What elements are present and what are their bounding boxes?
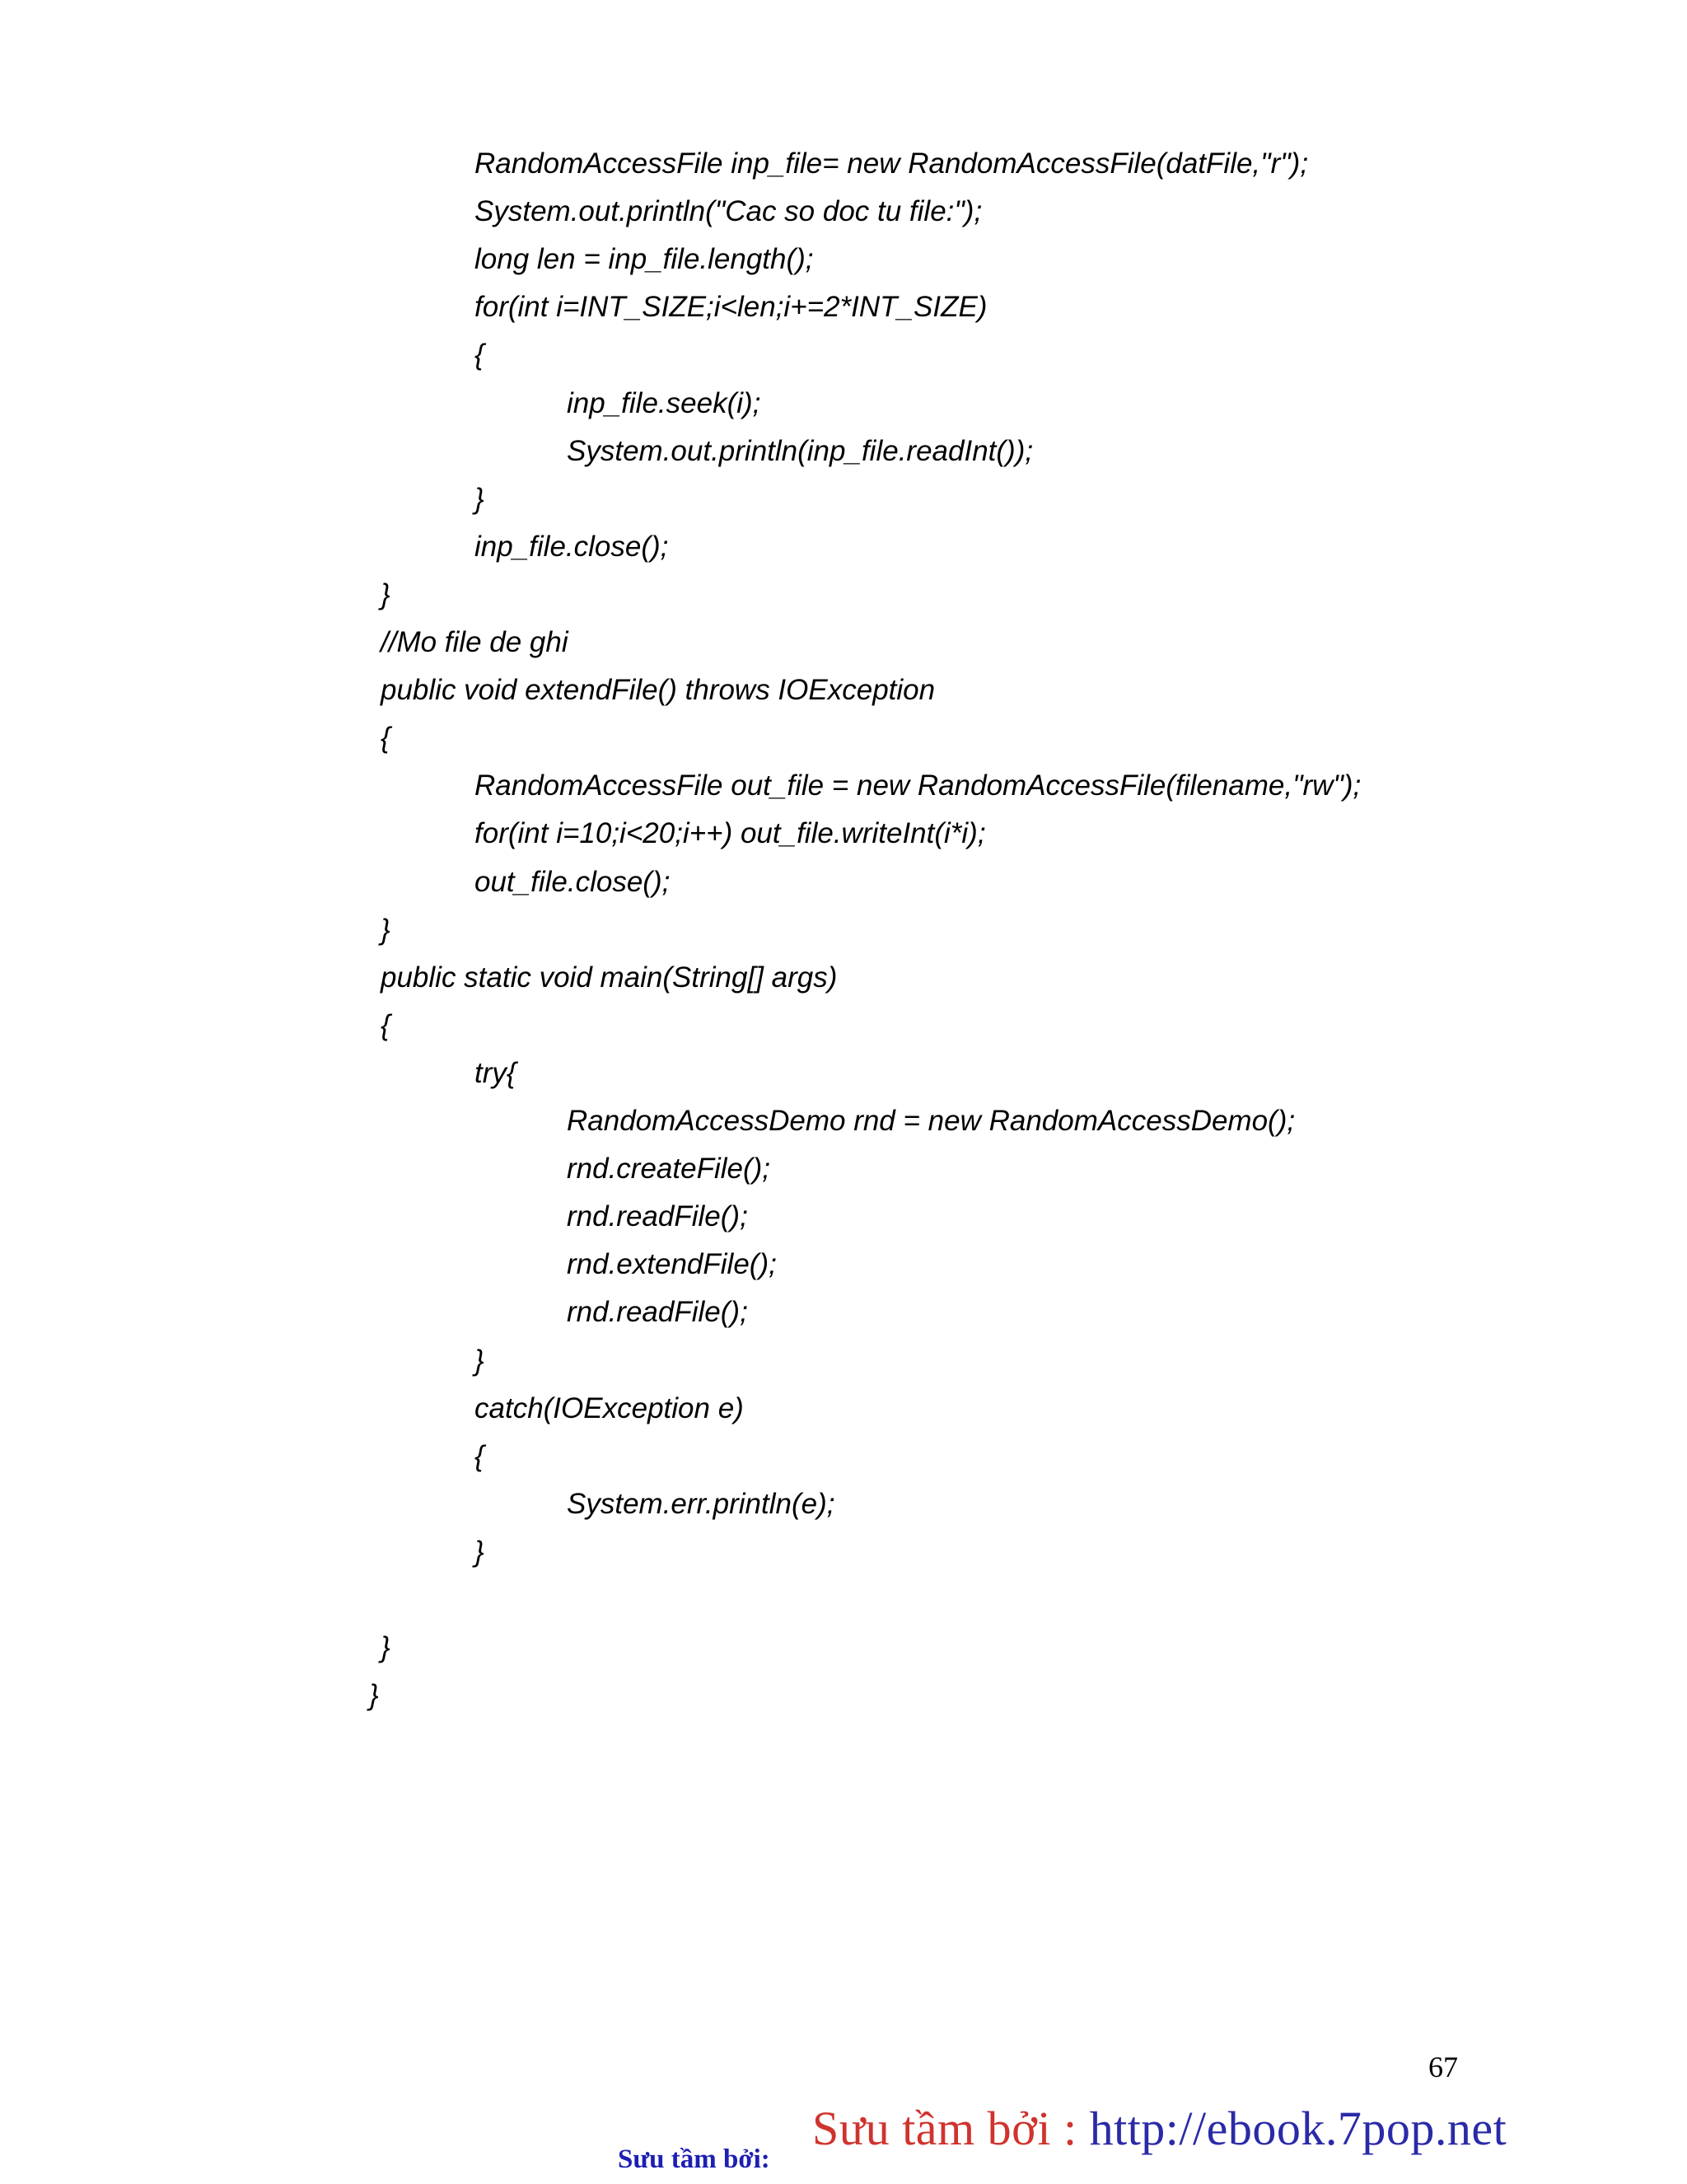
code-line: out_file.close(); xyxy=(474,866,671,898)
code-line: RandomAccessFile inp_file= new RandomAccessFile(datFile,"r"); xyxy=(474,147,1309,180)
code-line: System.out.println(inp_file.readInt()); xyxy=(567,435,1034,467)
code-line: for(int i=10;i<20;i++) out_file.writeInt(i*i); xyxy=(474,817,986,849)
code-line: inp_file.seek(i); xyxy=(567,387,761,419)
code-line: } xyxy=(474,483,484,515)
code-line: long len = inp_file.length(); xyxy=(474,243,814,275)
page-number: 67 xyxy=(1428,2051,1458,2083)
code-line: } xyxy=(369,1679,379,1711)
code-line: RandomAccessFile out_file = new RandomAccessFile(filename,"rw"); xyxy=(474,769,1362,802)
code-line: inp_file.close(); xyxy=(474,531,669,563)
code-line: } xyxy=(474,1536,484,1568)
credit-label: Sưu tầm bởi: xyxy=(618,2144,770,2174)
code-line: for(int i=INT_SIZE;i<len;i+=2*INT_SIZE) xyxy=(474,291,988,323)
code-line: rnd.readFile(); xyxy=(567,1200,748,1232)
code-line: } xyxy=(381,578,390,610)
code-line: rnd.readFile(); xyxy=(567,1296,748,1328)
code-line: //Mo file de ghi xyxy=(381,626,568,658)
code-line: public static void main(String[] args) xyxy=(381,961,838,994)
code-line: try{ xyxy=(474,1057,516,1089)
code-line: System.err.println(e); xyxy=(567,1488,835,1520)
code-line: } xyxy=(381,914,390,946)
code-line: } xyxy=(381,1631,390,1663)
code-line: System.out.println("Cac so doc tu file:"); xyxy=(474,195,983,227)
watermark-url: http://ebook.7pop.net xyxy=(1089,2102,1507,2155)
code-line: } xyxy=(474,1345,484,1377)
code-line: RandomAccessDemo rnd = new RandomAccessDemo(); xyxy=(567,1105,1296,1137)
code-line: { xyxy=(474,339,484,371)
watermark-prefix: Sưu tầm bởi : xyxy=(812,2102,1090,2155)
code-line: { xyxy=(381,1009,390,1041)
code-line: public void extendFile() throws IOException xyxy=(381,674,936,706)
code-line: { xyxy=(381,722,390,754)
code-line: catch(IOException e) xyxy=(474,1392,744,1424)
code-line: rnd.createFile(); xyxy=(567,1153,771,1185)
code-line: { xyxy=(474,1440,484,1472)
code-line: rnd.extendFile(); xyxy=(567,1248,777,1280)
watermark xyxy=(812,2101,1507,2156)
